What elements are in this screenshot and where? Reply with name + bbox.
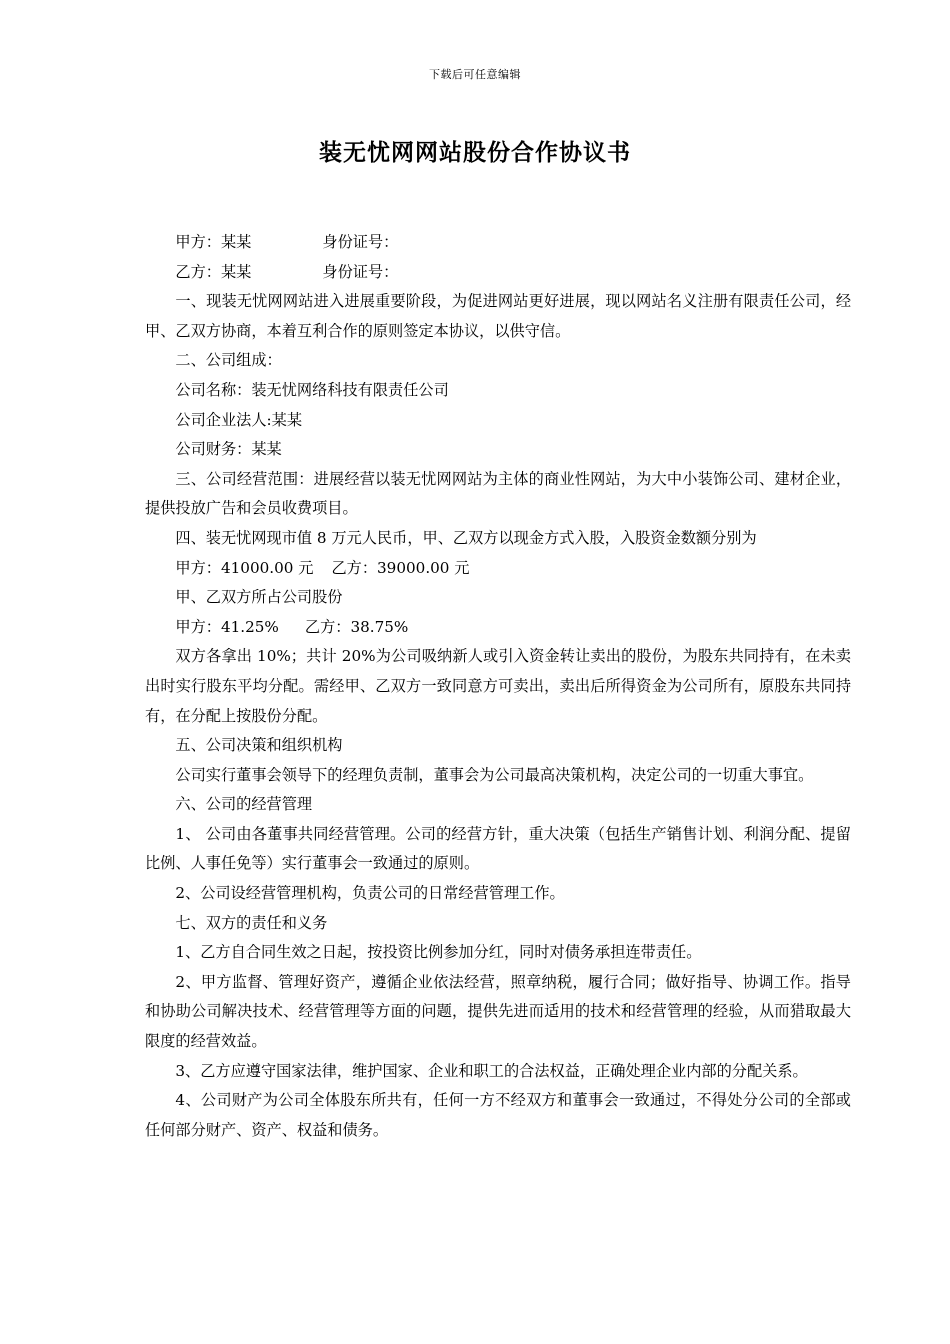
share-b: 乙方：38.75% [304,617,409,636]
legal-person-line: 公司企业法人:某某 [175,410,303,429]
section-heading-management: 六、公司的经营管理 [175,795,313,814]
company-name-line: 公司名称：装无忧网络科技有限责任公司 [175,380,449,399]
paragraph-business-scope: 三、公司经营范围：进展经营以装无忧网网站为主体的商业性网站，为大中小装饰公司、建材企业，提供投放广告和会员收费项目。 [145,469,851,518]
paragraph-board: 公司实行董事会领导下的经理负责制，董事会为公司最高决策机构，决定公司的一切重大事宜。 [175,765,814,784]
shares-heading: 甲、乙双方所占公司股份 [175,588,343,607]
section-heading-duties: 七、双方的责任和义务 [175,913,328,932]
party-a-id-label: 身份证号： [322,233,399,251]
paragraph-duty-3: 3、乙方应遵守国家法律，维护国家、企业和职工的合法权益，正确处理企业内部的分配关系。 [175,1061,808,1080]
capital-amounts-line [145,554,851,584]
section-heading-composition: 二、公司组成： [175,351,282,370]
paragraph-duty-1: 1、乙方自合同生效之日起，按投资比例参加分红，同时对债务承担连带责任。 [175,943,702,962]
capital-a: 甲方：41000.00 元 [175,558,314,577]
capital-b: 乙方：39000.00 元 [331,558,470,577]
finance-line: 公司财务：某某 [175,440,282,459]
paragraph-duty-2: 2、甲方监督、管理好资产，遵循企业依法经营，照章纳税，履行合同；做好指导、协调工作。指导和协助公司解决技术、经营管理等方面的问题，提供先进而适用的技术和经营管理的经验，从而猎取最大限度的经营效益。 [145,972,851,1051]
section-heading-decision: 五、公司决策和组织机构 [175,736,343,755]
share-percentages-line [145,613,851,643]
share-a: 甲方：41.25% [175,617,279,636]
paragraph-reserved-shares: 双方各拿出 10%；共计 20%为公司吸纳新人或引入资金转让卖出的股份，为股东共同持有，在未卖出时实行股东平均分配。需经甲、乙双方一致同意方可卖出，卖出后所得资金为公司所有，原股东共同持有，在分配上按股份分配。 [145,647,851,725]
document-title: 装无忧网网站股份合作协议书 [319,139,631,166]
paragraph-capital: 四、装无忧网现市值 8 万元人民币，甲、乙双方以现金方式入股，入股资金数额分别为 [175,528,757,547]
document-body [145,228,851,1145]
party-b-line [145,258,851,288]
party-a-line [145,228,851,258]
paragraph-duty-4: 4、公司财产为公司全体股东所共有，任何一方不经双方和董事会一致通过，不得处分公司的全部或任何部分财产、资产、权益和债务。 [145,1091,851,1139]
paragraph-management-1: 1、 公司由各董事共同经营管理。公司的经营方针，重大决策（包括生产销售计划、利润分配、提留比例、人事任免等）实行董事会一致通过的原则。 [145,824,851,873]
header-note: 下载后可任意编辑 [429,68,521,81]
party-b-name: 乙方：某某 [175,262,252,281]
paragraph-purpose: 一、现装无忧网网站进入进展重要阶段，为促进网站更好进展，现以网站名义注册有限责任公司，经甲、乙双方协商，本着互利合作的原则签定本协议，以供守信。 [145,292,851,340]
party-b-id-label: 身份证号： [322,262,399,281]
party-a-name: 甲方：某某 [175,233,252,251]
paragraph-management-2: 2、公司设经营管理机构，负责公司的日常经营管理工作。 [175,884,565,903]
